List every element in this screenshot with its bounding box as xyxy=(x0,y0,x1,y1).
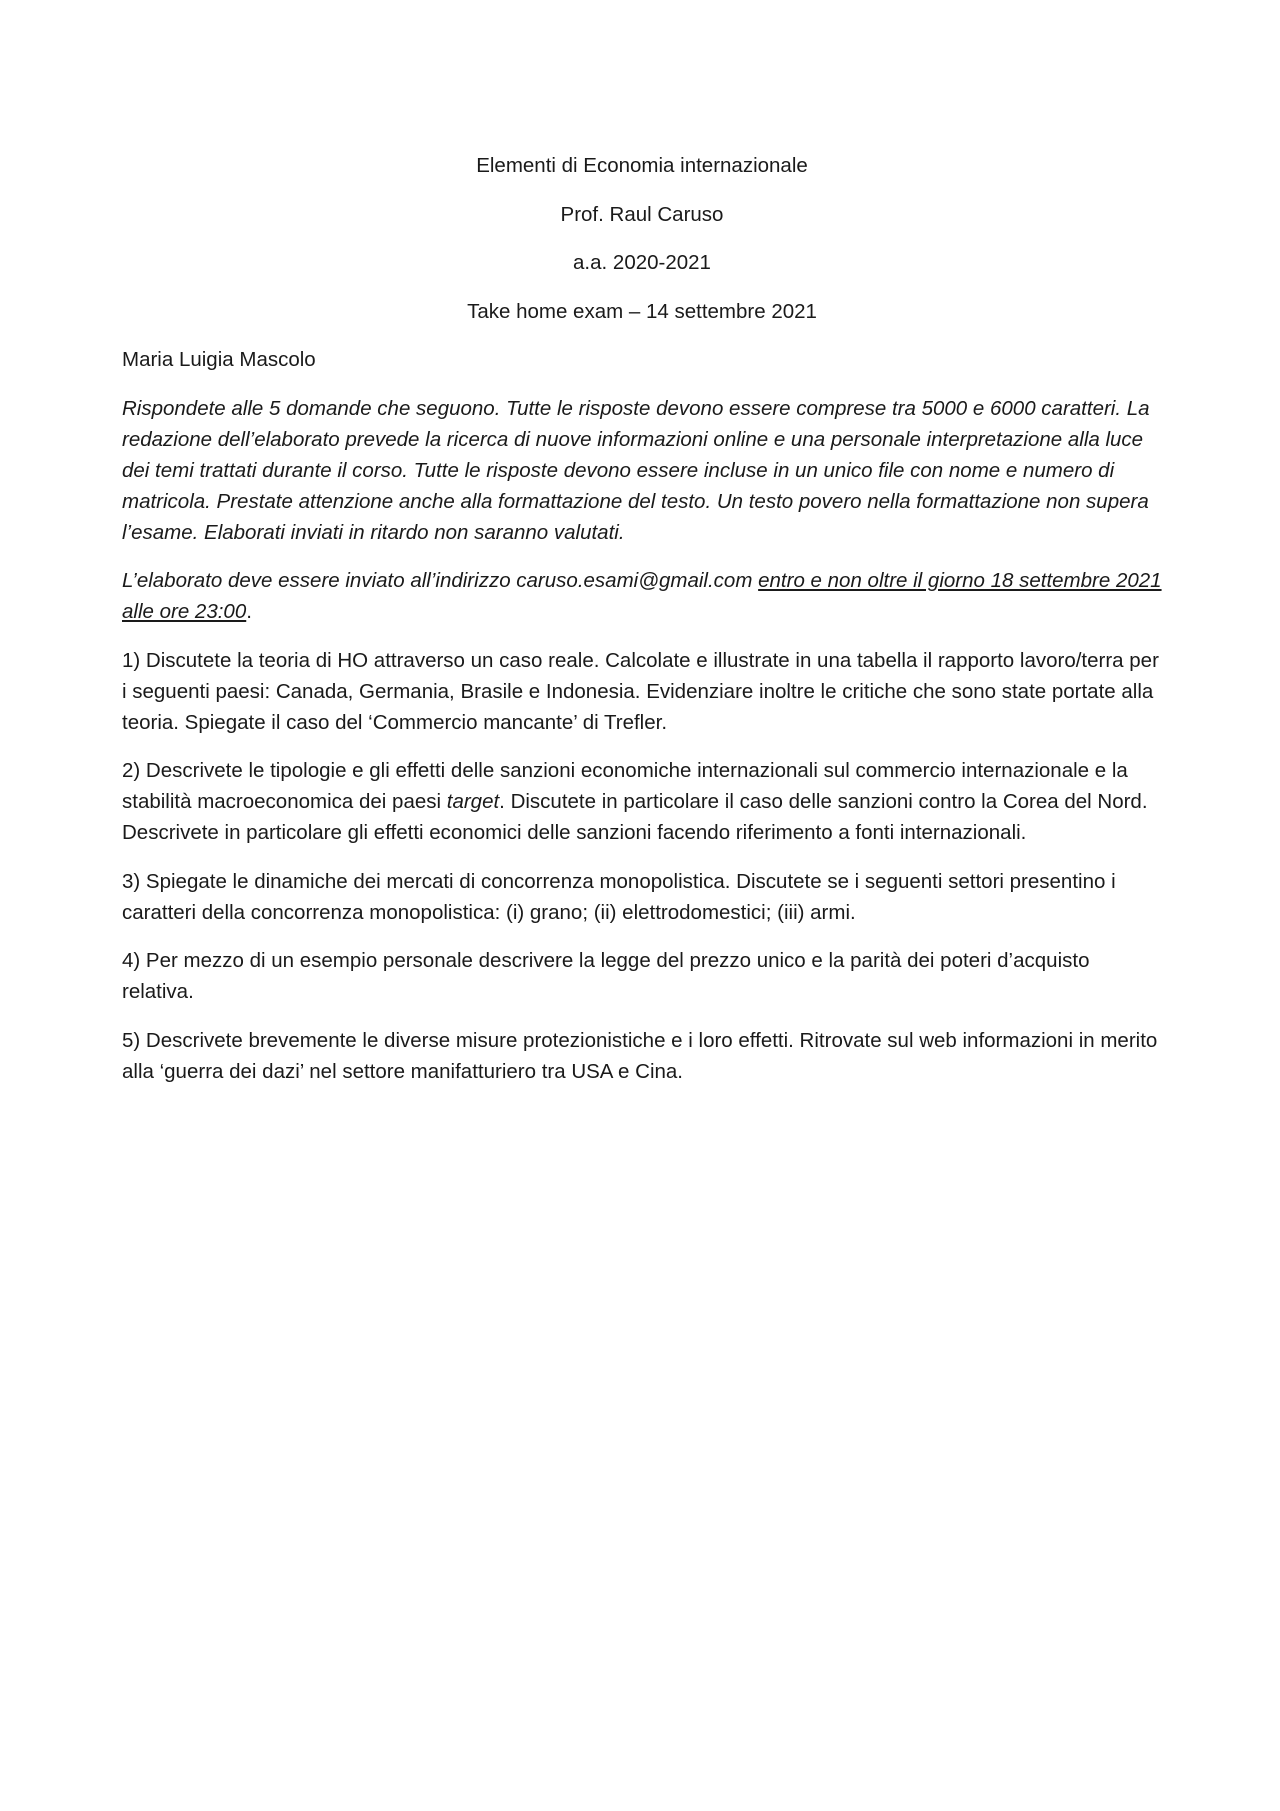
question-2-text-start: 2) Descrivete le tipologie e gli effetti delle sanzioni economiche internazionali sul commercio internazionale e la stabilità macroeconomica dei paesi xyxy=(122,759,1128,813)
question-1: 1) Discutete la teoria di HO attraverso un caso reale. Calcolate e illustrate in una tabella il rapporto lavoro/terra per i seguenti paesi: Canada, Germania, Brasile e Indonesia. Evidenziare inoltre le critiche che sono state portate alla teoria. Spiegate il caso del ‘Commercio mancante’ di Trefler. xyxy=(122,648,1159,734)
question-2 xyxy=(122,755,1162,848)
question-3: 3) Spiegate le dinamiche dei mercati di concorrenza monopolistica. Discutete se i seguenti settori presentino i caratteri della concorrenza monopolistica: (i) grano; (ii) elettrodomestici; (iii) armi. xyxy=(122,869,1116,924)
instructions-paragraph: Rispondete alle 5 domande che seguono. Tutte le risposte devono essere comprese tra 5000 e 6000 caratteri. La redazione dell’elaborato prevede la ricerca di nuove informazioni online e una personale interpretazione alla luce dei temi trattati durante il corso. Tutte le risposte devono essere incluse in un unico file con nome e numero di matricola. Prestate attenzione anche alla formattazione del testo. Un testo povero nella formattazione non supera l’esame. Elaborati inviati in ritardo non saranno valutati. xyxy=(122,396,1150,544)
submission-deadline: entro e non oltre il giorno 18 settembre 2021 alle ore 23:00 xyxy=(122,569,1162,623)
question-2-italic-term: target xyxy=(446,790,500,813)
question-5: 5) Descrivete brevemente le diverse misure protezionistiche e i loro effetti. Ritrovate sul web informazioni in merito alla ‘guerra dei dazi’ nel settore manifatturiero tra USA e Cina. xyxy=(122,1028,1158,1083)
exam-title: Take home exam – 14 settembre 2021 xyxy=(467,299,817,323)
professor-name: Prof. Raul Caruso xyxy=(560,202,724,226)
question-2-text-end: . Discutete in particolare il caso delle sanzioni contro la Corea del Nord. Descrivete in particolare gli effetti economici delle sanzioni facendo riferimento a fonti internazionali. xyxy=(122,790,1148,844)
academic-year: a.a. 2020-2021 xyxy=(573,251,711,274)
submission-paragraph xyxy=(122,565,1162,627)
submission-end: . xyxy=(246,600,252,623)
course-title: Elementi di Economia internazionale xyxy=(476,154,808,177)
student-name: Maria Luigia Mascolo xyxy=(122,348,316,371)
submission-intro: L’elaborato deve essere inviato all’indirizzo caruso.esami@gmail.com xyxy=(122,569,759,592)
exam-document xyxy=(122,150,1162,1104)
question-4: 4) Per mezzo di un esempio personale descrivere la legge del prezzo unico e la parità dei poteri d’acquisto relativa. xyxy=(122,949,1090,1003)
